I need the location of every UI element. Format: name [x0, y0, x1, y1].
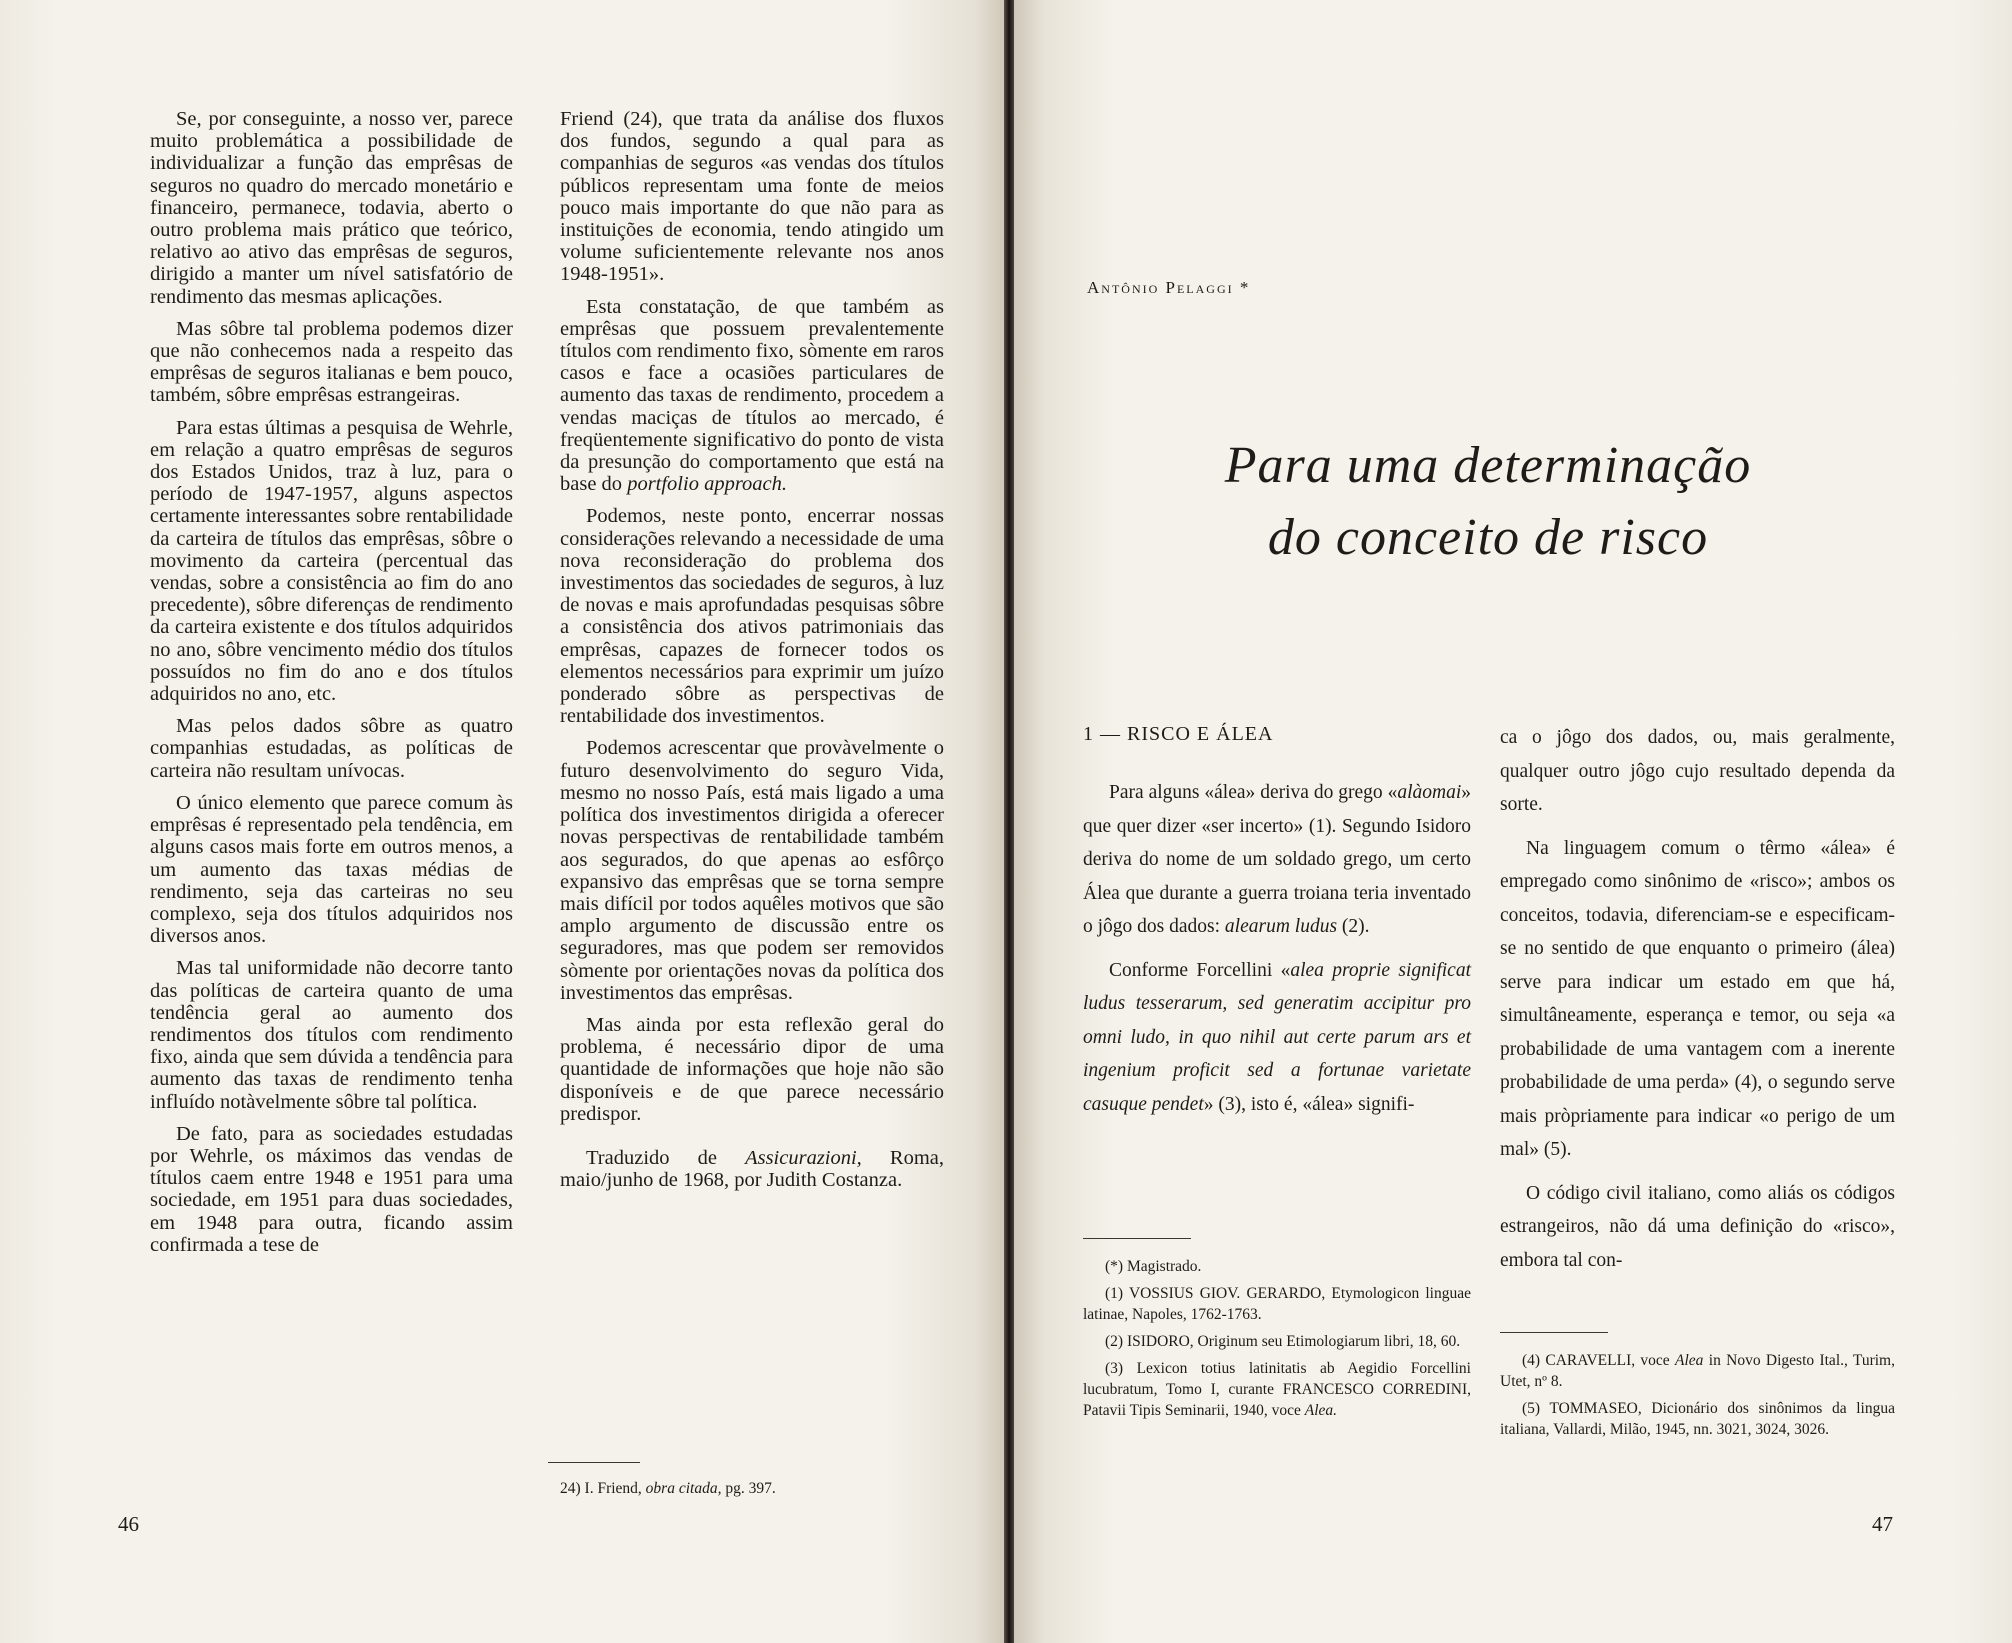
paragraph: Se, por conseguinte, a nosso ver, parece muito problemática a possibilidade de individualizar a função das emprêsas de seguros no quadro do mercado monetário e financeiro, permanece, todavia, aberto o outro problema mais prático que teórico, relativo ao ativo das emprêsas de seguros, dirigido a manter um nível satisfatório de rendimento das mesmas aplicações. [150, 108, 513, 308]
footnote: (1) VOSSIUS GIOV. GERARDO, Etymologicon linguae latinae, Napoles, 1762-1763. [1083, 1285, 1471, 1323]
footnote-italic: Alea [1675, 1352, 1704, 1369]
page-number: 46 [118, 1512, 139, 1536]
translation-credit [560, 1147, 944, 1191]
paragraph: Podemos acrescentar que provàvelmente o futuro desenvolvimento do seguro Vida, mesmo no nosso País, está mais ligado a uma política dos investimentos dirigida a oferecer novas perspectivas de rentabilidade também aos segurados, do que apenas ao esfôrço expansivo das emprêsas que se torna sempre mais difícil por todos aquêles motivos que são amplo argumento de discussão entre os seguradores, mas que podem ser removidos sòmente por orientações novas da política dos investimentos das emprêsas. [560, 737, 944, 1004]
text: » que quer dizer «ser incerto» (1). Segundo Isidoro deriva do nome de um soldado grego, um certo Álea que durante a guerra troiana teria inventado o jôgo dos dados: [1083, 782, 1471, 937]
paragraph [560, 296, 944, 496]
title-line-2: do conceito de risco [1267, 509, 1709, 566]
page-number: 47 [1872, 1512, 1893, 1536]
footnote [1500, 1350, 1895, 1392]
left-column-1 [150, 108, 513, 1266]
paragraph: ca o jôgo dos dados, ou, mais geralmente, qualquer outro jôgo cujo resultado dependa da sorte. [1500, 727, 1895, 815]
paragraph: Mas sôbre tal problema podemos dizer que não conhecemos nada a respeito das emprêsas de seguros italianas e bem pouco, também, sôbre emprêsas estrangeiras. [150, 317, 513, 407]
paragraph: Na linguagem comum o têrmo «álea» é empregado como sinônimo de «risco»; ambos os conceitos, todavia, diferenciam-se e especificam-se no sentido de que enquanto o primeiro (álea) serve para indicar um estado em que há, simultâneamente, esperança e temor, ou seja «a probabilidade de uma vantagem com a inerente probabilidade de uma perda» (4), o segundo serve mais pròpriamente para indicar «o perigo de um mal» (5). [1500, 837, 1895, 1160]
footnote-text: (3) Lexicon totius latinitatis ab Aegidio Forcellini lucubratum, Tomo I, curante FRANCESCO CORREDINI, Patavii Tipis Seminarii, 1940, voce [1083, 1360, 1471, 1419]
footnote-rule [1500, 1332, 1608, 1333]
footnotes-column-1 [1083, 1256, 1471, 1427]
footnote-text: (4) CARAVELLI, voce [1522, 1352, 1670, 1369]
footnote-24 [560, 1478, 940, 1499]
footnote: (2) ISIDORO, Originum seu Etimologiarum libri, 18, 60. [1105, 1333, 1461, 1350]
footnote: (*) Magistrado. [1105, 1258, 1202, 1275]
translation-prefix: Traduzido de [586, 1146, 717, 1169]
paragraph: O único elemento que parece comum às emprêsas é representado pela tendência, em alguns casos mais forte em outros menos, a um aumento das taxas médias de rendimento, seja das carteiras no seu complexo, seja dos títulos adquiridos nos diversos anos. [150, 791, 513, 948]
text: Para alguns «álea» deriva do grego « [1109, 782, 1398, 803]
footnote-rule [548, 1462, 640, 1463]
footnotes-column-2 [1500, 1350, 1895, 1446]
footnote-24-prefix: 24) I. Friend, [560, 1480, 642, 1497]
translation-suffix: Roma, maio/junho de 1968, por Judith Costanza. [560, 1146, 944, 1192]
italic-term: portfolio approach. [627, 473, 788, 496]
text: Conforme Forcellini « [1109, 959, 1291, 981]
book-gutter [1004, 0, 1014, 1643]
latin-quote: alea proprie significat ludus tesserarum, sed generatim accipitur pro omni ludo, in quo nihil aut certe parum ars et ingenium proficit sed a fortunae varietate casuque pendet [1083, 959, 1472, 1115]
paragraph: Mas pelos dados sôbre as quatro companhias estudadas, as políticas de carteira não resultam unívocas. [150, 715, 513, 782]
text: » (3), isto é, «álea» signifi- [1203, 1093, 1415, 1115]
right-column-1 [1083, 776, 1471, 1131]
paragraph: Para estas últimas a pesquisa de Wehrle, em relação a quatro emprêsas de seguros dos Estados Unidos, traz à luz, para o período de 1947-1957, alguns aspectos certamente interessantes sobre rentabilidade da carteira de títulos das emprêsas, sôbre o movimento da carteira (percentual das vendas, sobre a consistência ao fim do ano precedente), sôbre diferenças de rendimento da carteira existente e dos títulos adquiridos no ano, sôbre vencimento médio dos títulos possuídos no fim do ano e dos títulos adquiridos no ano, etc. [150, 416, 513, 706]
footnote-italic: Alea. [1304, 1402, 1338, 1419]
paragraph: Friend (24), que trata da análise dos fluxos dos fundos, segundo a qual para as companhias de seguros «as vendas dos títulos públicos representam uma fonte de meios pouco mais importante do que não para as instituições de economia, tendo atingido um volume suficientemente relevante nos anos 1948-1951». [560, 108, 944, 286]
paragraph [1083, 954, 1471, 1122]
paragraph: Mas tal uniformidade não decorre tanto das políticas de carteira quanto de uma tendência geral ao aumento dos rendimentos dos títulos com rendimento fixo, ainda que sem dúvida a tendência para aumento das taxas de rendimento tenha influído notàvelmente sôbre tal política. [150, 957, 513, 1113]
footnote [1083, 1358, 1471, 1421]
left-page [0, 0, 1004, 1643]
greek-term: alàomai [1397, 782, 1462, 803]
latin-term: alearum ludus [1224, 916, 1338, 937]
translation-source: Assicurazioni, [745, 1146, 862, 1169]
paragraph-text: Esta constatação, de que também as emprêsas que possuem prevalentemente títulos com rendimento fixo, sòmente em raros casos e face a ocasiões particulares de aumento das taxas de rendimento, procedem a vendas maciças de títulos ao mercado, é freqüentemente significativo do ponto de vista da presunção do comportamento que está na base do [560, 295, 944, 496]
paragraph: De fato, para as sociedades estudadas por Wehrle, os máximos das vendas de títulos caem entre 1948 e 1951 para uma sociedade, em 1951 para duas sociedades, em 1948 para outra, ficando assim confirmada a tese de [150, 1122, 513, 1256]
right-column-2 [1500, 721, 1895, 1287]
article-title [1188, 430, 1788, 574]
paragraph [1083, 776, 1471, 944]
footnote-text: in Novo Digesto Ital., Turim, Utet, nº 8. [1500, 1352, 1895, 1390]
paragraph: Podemos, neste ponto, encerrar nossas considerações relevando a necessidade de uma nova reconsideração do problema dos investimentos das sociedades de seguros, à luz de novas e mais aprofundadas pesquisas sôbre a consistência dos ativos patrimoniais das emprêsas, capazes de fornecer todos os elementos necessários para exprimir um juízo ponderado sôbre as perspectivas de rentabilidade dos investimentos. [560, 505, 944, 728]
left-column-2 [560, 108, 944, 1201]
paragraph: O código civil italiano, como aliás os códigos estrangeiros, não dá uma definição do «risco», embora tal con- [1500, 1182, 1895, 1271]
footnote: (5) TOMMASEO, Dicionário dos sinônimos da lingua italiana, Vallardi, Milão, 1945, nn. 3021, 3024, 3026. [1500, 1400, 1895, 1438]
footnote-24-suffix: pg. 397. [725, 1480, 776, 1497]
text: (2). [1341, 916, 1370, 937]
footnote-rule [1083, 1238, 1191, 1239]
author-name: Antônio Pelaggi * [1087, 278, 1251, 297]
section-heading: 1 — RISCO E ÁLEA [1083, 723, 1274, 745]
paragraph: Mas ainda por esta reflexão geral do problema, é necessário dipor de uma quantidade de informações que hoje não são disponíveis e de que parece necessário predispor. [560, 1013, 944, 1125]
footnote-24-italic: obra citada, [645, 1480, 722, 1497]
title-line-1: Para uma determinação [1224, 437, 1752, 494]
